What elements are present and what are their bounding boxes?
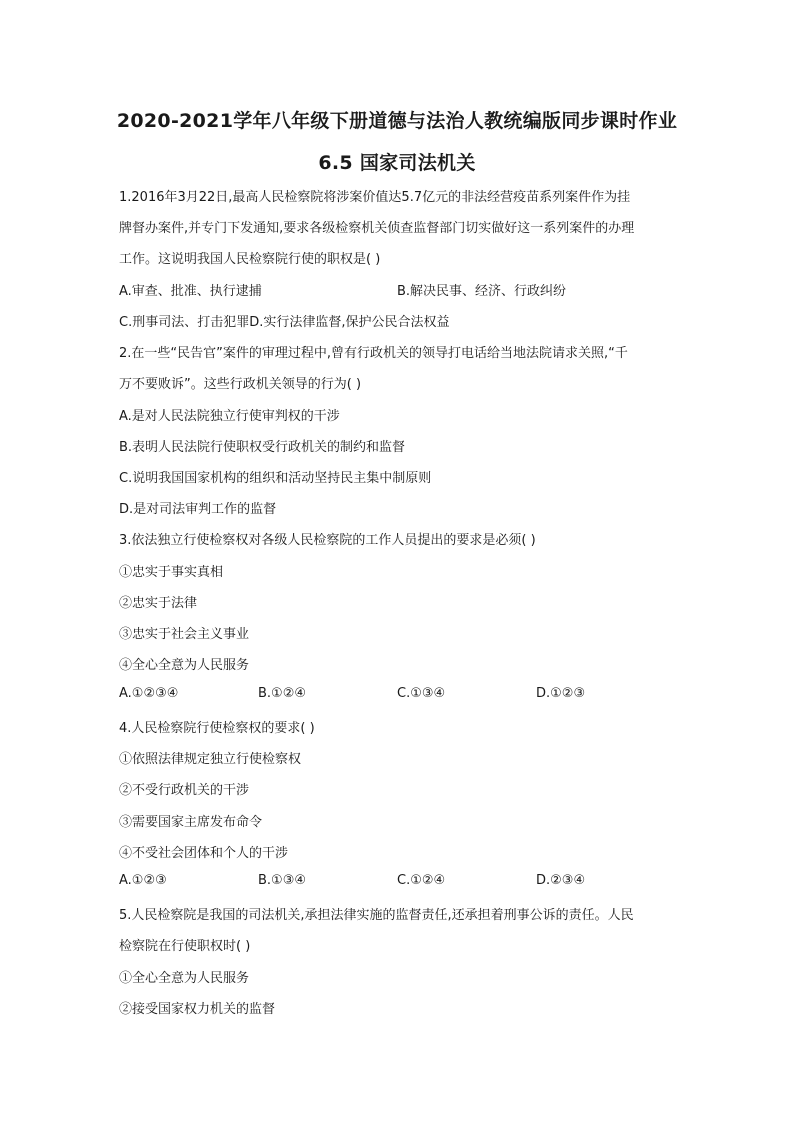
q2-line-2: 万不要败诉”。这些行政机关领导的行为( ) (119, 377, 362, 392)
q3-option-c: C.①③④ (397, 686, 446, 701)
q4-item-3: ③需要国家主席发布命令 (119, 815, 263, 830)
q2-option-b: B.表明人民法院行使职权受行政机关的制约和监督 (119, 440, 406, 455)
q1-line-2: 牌督办案件,并专门下发通知,要求各级检察机关侦查监督部门切实做好这一系列案件的办理 (119, 221, 635, 236)
q5-item-2: ②接受国家权力机关的监督 (119, 1002, 276, 1017)
q2-option-c: C.说明我国国家机构的组织和活动坚持民主集中制原则 (119, 471, 432, 486)
q3-option-d: D.①②③ (536, 686, 586, 701)
q4-option-d: D.②③④ (536, 873, 586, 888)
q4-option-a: A.①②③ (119, 873, 167, 888)
q4-item-1: ①依照法律规定独立行使检察权 (119, 752, 302, 767)
q1-options-c-d: C.刑事司法、打击犯罪D.实行法律监督,保护公民合法权益 (119, 315, 450, 330)
q4-item-4: ④不受社会团体和个人的干涉 (119, 846, 289, 861)
q3-item-4: ④全心全意为人民服务 (119, 658, 250, 673)
q1-line-3: 工作。这说明我国人民检察院行使的职权是( ) (119, 252, 381, 267)
q3-option-b: B.①②④ (258, 686, 307, 701)
q4-option-b: B.①③④ (258, 873, 307, 888)
q1-option-a: A.审查、批准、执行逮捕 (119, 284, 262, 299)
q4-item-2: ②不受行政机关的干涉 (119, 783, 250, 798)
q2-option-d: D.是对司法审判工作的监督 (119, 502, 277, 517)
q2-option-a: A.是对人民法院独立行使审判权的干涉 (119, 409, 340, 424)
q5-line-2: 检察院在行使职权时( ) (119, 939, 251, 954)
q3-item-3: ③忠实于社会主义事业 (119, 627, 250, 642)
section-title: 6.5 国家司法机关 (318, 152, 476, 174)
q5-line-1: 5.人民检察院是我国的司法机关,承担法律实施的监督责任,还承担着刑事公诉的责任。人民 (119, 908, 634, 923)
q3-item-1: ①忠实于事实真相 (119, 565, 224, 580)
document-title: 2020-2021学年八年级下册道德与法治人教统编版同步课时作业 (116, 110, 678, 132)
q3-line-1: 3.依法独立行使检察权对各级人民检察院的工作人员提出的要求是必须( ) (119, 533, 536, 548)
q3-item-2: ②忠实于法律 (119, 596, 198, 611)
q1-line-1: 1.2016年3月22日,最高人民检察院将涉案价值达5.7亿元的非法经营疫苗系列案件作为挂 (119, 190, 631, 205)
q3-option-a: A.①②③④ (119, 686, 179, 701)
q4-line-1: 4.人民检察院行使检察权的要求( ) (119, 721, 315, 736)
q2-line-1: 2.在一些“民告官”案件的审理过程中,曾有行政机关的领导打电话给当地法院请求关照,“千 (119, 346, 628, 361)
q4-option-c: C.①②④ (397, 873, 446, 888)
q5-item-1: ①全心全意为人民服务 (119, 971, 250, 986)
q1-option-b: B.解决民事、经济、行政纠纷 (397, 284, 567, 299)
